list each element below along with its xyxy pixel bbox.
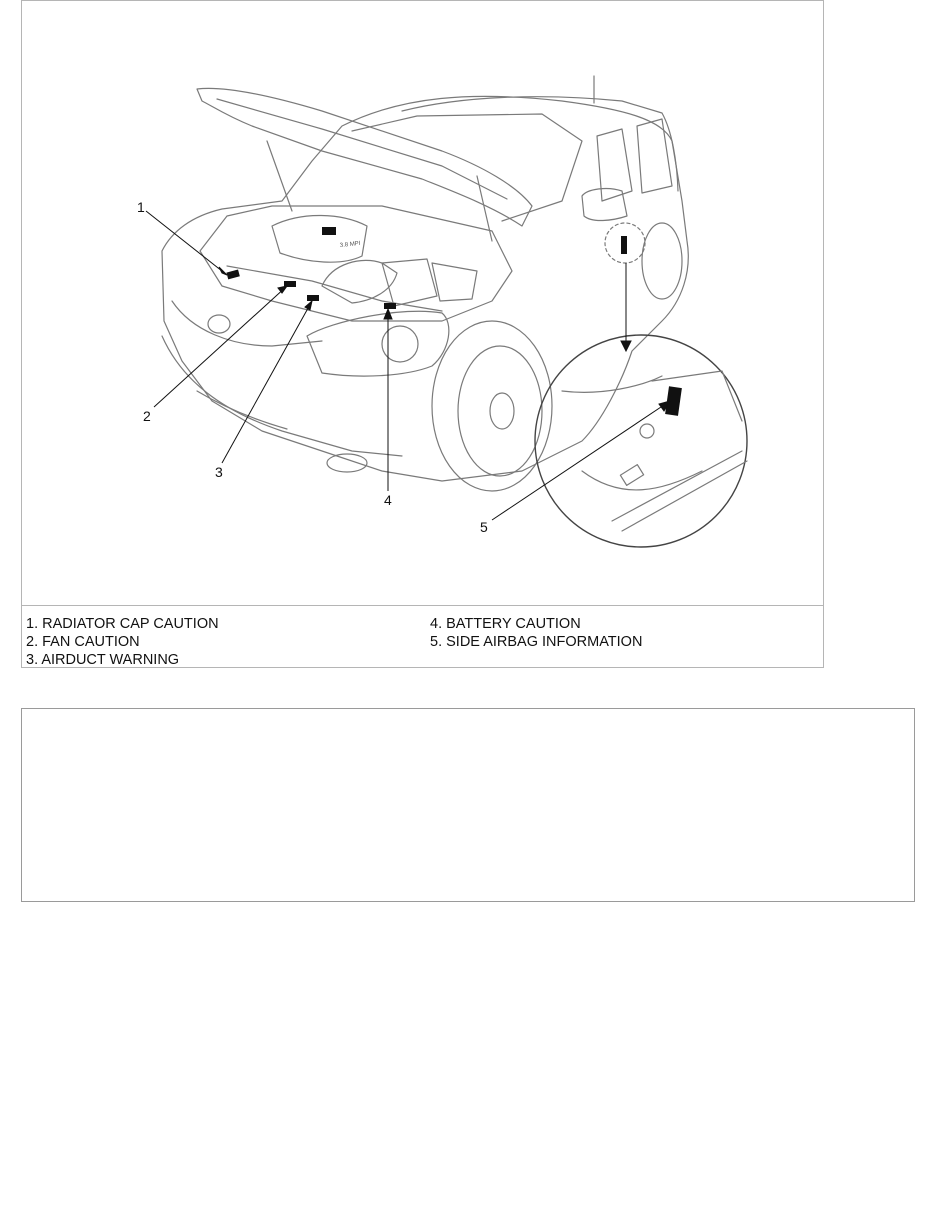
figure-frame — [21, 0, 824, 668]
hood-strut-left — [267, 141, 292, 211]
front-wheel-hub — [490, 393, 514, 429]
battery-housing — [432, 263, 477, 301]
headlamp-lens — [382, 326, 418, 362]
illustration-svg — [22, 1, 823, 605]
legend-item-battery: 4. BATTERY CAUTION — [430, 616, 581, 632]
legend-item-radiator-cap: 1. RADIATOR CAP CAUTION — [26, 616, 219, 632]
radiator-support — [227, 266, 442, 311]
legend-right-column — [430, 615, 642, 651]
legend-divider — [22, 605, 823, 606]
side-window-front — [597, 129, 632, 201]
callout-5: 5 — [480, 519, 488, 535]
vehicle-label-location-illustration — [22, 1, 823, 605]
detail-pillar-edge-1 — [562, 376, 662, 392]
magnifier-arrowhead — [621, 341, 631, 351]
detail-pillar-edge-2 — [582, 471, 702, 490]
legend-left-column — [26, 615, 219, 669]
legend-item-airduct: 3. AIRDUCT WARNING — [26, 652, 180, 668]
detail-small-label — [620, 465, 643, 486]
side-window-rear — [637, 119, 672, 193]
leader-arrow-1 — [219, 267, 227, 275]
label-airduct — [307, 295, 319, 301]
rear-wheel — [642, 223, 682, 299]
detail-latch — [640, 424, 654, 438]
side-mirror — [582, 189, 627, 221]
windshield — [352, 114, 582, 221]
detail-magnifier-circle — [535, 335, 747, 547]
callout-1: 1 — [137, 199, 145, 215]
legend-item-side-airbag: 5. SIDE AIRBAG INFORMATION — [430, 634, 643, 650]
roof-line — [402, 97, 678, 191]
car-body-outline — [162, 96, 688, 481]
callout-2: 2 — [143, 408, 151, 424]
label-radiator-cap — [226, 270, 239, 280]
label-battery — [384, 303, 396, 309]
hood-strut-right — [477, 176, 492, 241]
callout-4: 4 — [384, 492, 392, 508]
label-engine-cover — [322, 227, 336, 235]
fog-lamp — [327, 454, 367, 472]
label-side-airbag — [621, 236, 627, 254]
brand-emblem — [208, 315, 230, 333]
engine-cover — [272, 215, 367, 262]
lower-grille — [197, 391, 287, 429]
engine-cover-marking: 3.8 MPI — [339, 240, 361, 249]
leader-line-5 — [492, 401, 670, 520]
callout-3: 3 — [215, 464, 223, 480]
legend-item-fan: 2. FAN CAUTION — [26, 634, 140, 650]
leader-arrow-2 — [278, 286, 287, 293]
empty-notes-box — [21, 708, 915, 902]
front-wheel — [458, 346, 542, 476]
leader-arrow-3 — [305, 301, 312, 310]
detail-sill-line — [612, 451, 742, 521]
leader-line-3 — [222, 301, 312, 463]
engine-bay-outline — [200, 206, 512, 321]
label-side-airbag-detail — [665, 386, 682, 416]
air-intake-duct — [322, 260, 397, 303]
hood-inner-panel — [217, 99, 507, 199]
air-cleaner-box — [382, 259, 437, 306]
detail-sill-line-2 — [622, 461, 747, 531]
leader-line-1 — [146, 211, 227, 275]
